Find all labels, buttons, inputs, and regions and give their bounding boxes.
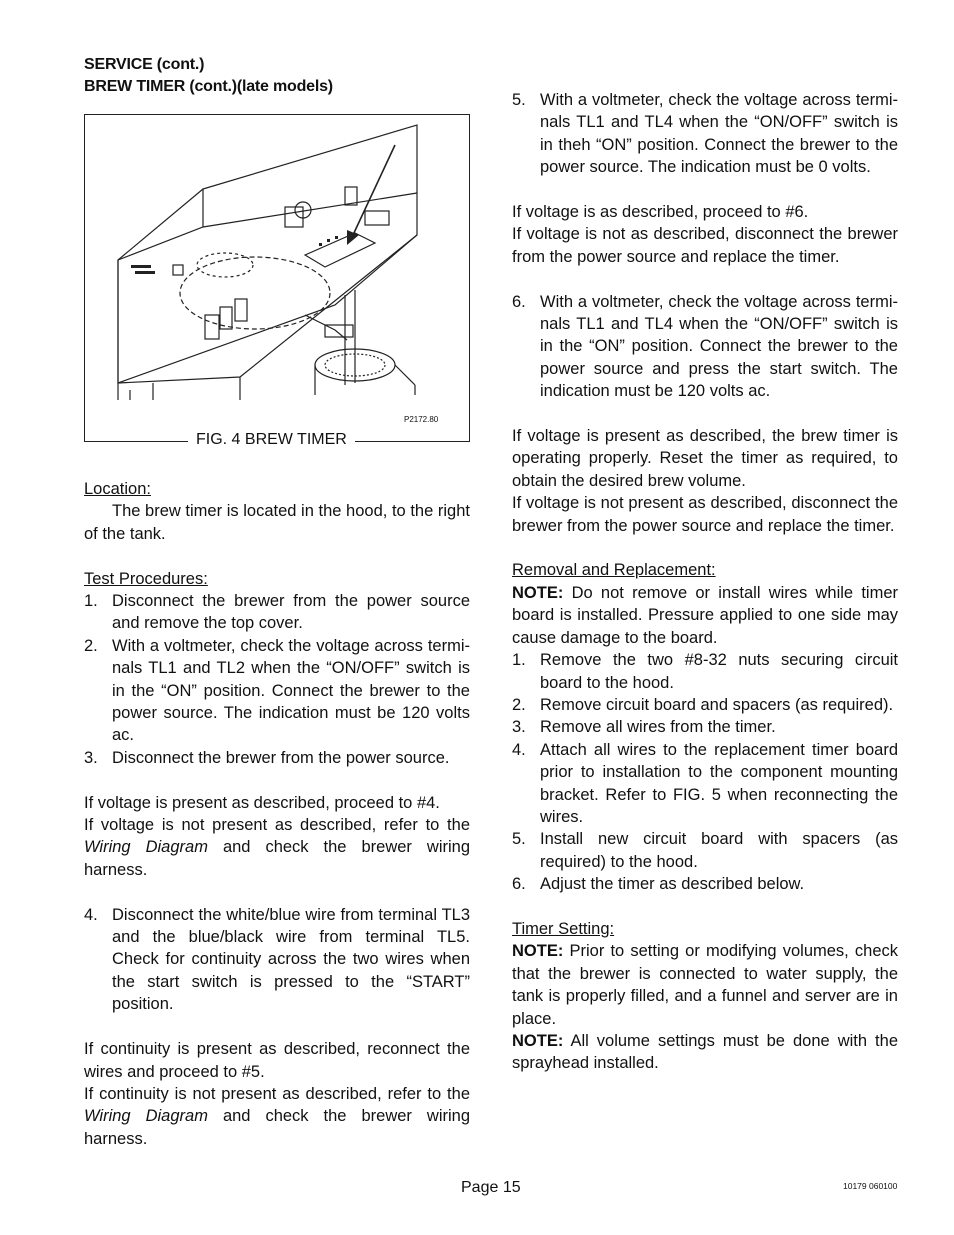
timer-setting-heading: Timer Setting: — [512, 919, 615, 938]
figure-caption: FIG. 4 BREW TIMER — [188, 429, 355, 451]
list-item: 3. Disconnect the brewer from the power source. — [84, 748, 450, 767]
paragraph: If voltage is as described, proceed to #6. — [512, 203, 809, 222]
timer-note-2: NOTE: All volume settings must be done with the sprayhead installed. — [512, 1031, 898, 1073]
test-step-4 — [84, 904, 470, 1016]
list-item: 2. Remove circuit board and spacers (as required). — [512, 695, 894, 714]
list-item: 6. Adjust the timer as described below. — [512, 875, 805, 894]
removal-steps-list — [512, 649, 898, 895]
paragraph: If continuity is not present as described, refer to the Wiring Diagram and check the brewer wiring harness. — [84, 1084, 470, 1148]
list-item: 6. With a voltmeter, check the voltage across termi-nals TL1 and TL4 when the “ON/OFF” switch is in the “ON” position. Connect the brewer to the power source and press the start switch. The indication must be 120 volts ac. — [512, 292, 898, 401]
paragraph: If continuity is present as described, reconnect the wires and proceed to #5. — [84, 1040, 470, 1081]
header-line-service: SERVICE (cont.) — [84, 56, 205, 73]
header-line-brew-timer: BREW TIMER (cont.)(late models) — [84, 78, 333, 95]
figure-code: P2172.80 — [404, 415, 439, 424]
test-procedures-heading: Test Procedures: — [84, 569, 208, 588]
list-item: 1. Remove the two #8-32 nuts securing circuit board to the hood. — [512, 651, 898, 692]
paragraph: If voltage is not present as described, disconnect the brewer from the power source and replace the timer. — [512, 494, 898, 535]
list-item: 4. Disconnect the white/blue wire from terminal TL3 and the blue/black wire from terminal TL5. Check for continuity across the two wires when the start switch is pressed to the “START” position. — [84, 905, 470, 1014]
location-heading: Location: — [84, 480, 151, 498]
figure-brew-timer — [84, 114, 470, 442]
paragraph: If voltage is not as described, disconnect the brewer from the power source and replace the timer. — [512, 225, 898, 266]
document-code: 10179 060100 — [843, 1181, 898, 1191]
paragraph: If voltage is present as described, the brew timer is operating properly. Reset the timer as required, to obtain the desired brew volume. — [512, 427, 898, 490]
paragraph: If voltage is not present as described, refer to the Wiring Diagram and check the brewer wiring harness. — [84, 816, 470, 879]
page-number: Page 15 — [461, 1179, 521, 1196]
list-item: 2. With a voltmeter, check the voltage across termi-nals TL1 and TL2 when the “ON/OFF” switch is in the “ON” position. Connect the brewer to the power source. The indication must be 120 volts ac. — [84, 636, 470, 745]
brewer-illustration — [85, 115, 469, 441]
list-item: 5. Install new circuit board with spacers (as required) to the hood. — [512, 830, 898, 871]
paragraph: If voltage is present as described, proceed to #4. — [84, 793, 440, 812]
test-step-5 — [512, 89, 898, 179]
right-column — [512, 89, 898, 1075]
left-column — [84, 478, 470, 1150]
list-item: 1. Disconnect the brewer from the power source and remove the top cover. — [84, 592, 470, 633]
section-header — [84, 54, 333, 98]
test-steps-list — [84, 590, 470, 769]
list-item: 3. Remove all wires from the timer. — [512, 718, 776, 737]
removal-heading: Removal and Replacement: — [512, 561, 716, 580]
test-step-6 — [512, 291, 898, 403]
list-item: 4. Attach all wires to the replacement timer board prior to installation to the component mounting bracket. Refer to FIG. 5 when reconnecting the wires. — [512, 740, 898, 826]
removal-note: NOTE: Do not remove or install wires while timer board is installed. Pressure applied to one side may cause damage to the board. — [512, 583, 898, 647]
location-text: The brew timer is located in the hood, to the right of the tank. — [84, 502, 470, 543]
list-item: 5. With a voltmeter, check the voltage across termi-nals TL1 and TL4 when the “ON/OFF” switch is in theh “ON” position. Connect the brewer to the power source. The indication must be 0 volts. — [512, 91, 898, 177]
timer-note-1: NOTE: Prior to setting or modifying volumes, check that the brewer is connected to water supply, the tank is properly filled, and a funnel and server are in place. — [512, 942, 898, 1028]
